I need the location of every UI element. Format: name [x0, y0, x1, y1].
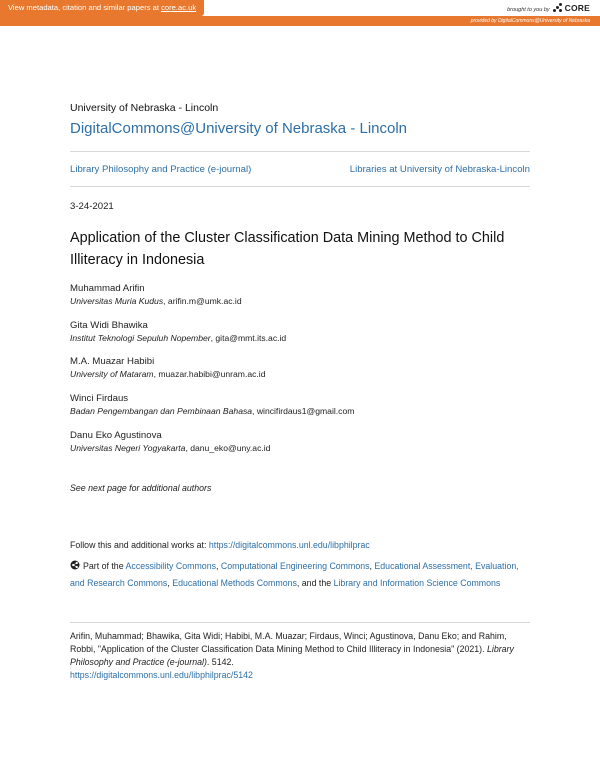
core-strip [0, 16, 600, 26]
part-of-prefix: Part of the [83, 561, 126, 571]
author-name: M.A. Muazar Habibi [70, 356, 155, 367]
divider [70, 186, 530, 187]
repository-link[interactable]: DigitalCommons@University of Nebraska - Lincoln [70, 120, 408, 137]
core-logo-icon [553, 3, 563, 13]
divider [70, 622, 530, 623]
citation-link[interactable]: https://digitalcommons.unl.edu/libphilprac/5142 [70, 670, 253, 680]
commons-link[interactable]: Computational Engineering Commons [220, 561, 370, 571]
libraries-link[interactable]: Libraries at University of Nebraska-Lincoln [349, 164, 530, 175]
author-email: arifin.m@umk.ac.id [167, 296, 242, 306]
follow-link[interactable]: https://digitalcommons.unl.edu/libphilprac [208, 540, 370, 550]
separator: , and the [296, 577, 334, 588]
author-affiliation: Badan Pengembangan dan Pembinaan Bahasa, wincifirdaus1@gmail.com [70, 406, 355, 416]
core-link[interactable]: core.ac.uk [161, 3, 197, 12]
follow-works [70, 540, 530, 550]
paper-title: Application of the Cluster Classification Data Mining Method to Child Illiteracy in Indonesia [70, 230, 505, 268]
author-email: danu_eko@uny.ac.id [190, 443, 271, 453]
core-banner [0, 0, 600, 26]
author-entry [70, 320, 530, 346]
recommended-citation [70, 630, 530, 682]
author-entry [70, 356, 530, 382]
commons-link[interactable]: Educational Methods Commons [172, 577, 297, 588]
separator: , [167, 577, 173, 588]
author-email: wincifirdaus1@gmail.com [256, 406, 355, 416]
core-brand[interactable] [507, 3, 590, 13]
core-brought-by: brought to you by [507, 7, 550, 13]
collection-links [70, 164, 530, 175]
separator: , [215, 561, 221, 571]
author-entry [70, 283, 530, 309]
author-affiliation: Universitas Muria Kudus, arifin.m@umk.ac.id [70, 296, 242, 306]
separator: , [369, 561, 375, 571]
part-of-commons [70, 558, 530, 591]
author-email: gita@mmt.its.ac.id [215, 333, 287, 343]
journal-link[interactable]: Library Philosophy and Practice (e-journal) [70, 164, 252, 175]
commons-link[interactable]: Educational Assessment, Evaluation, and Research Commons [70, 561, 519, 588]
core-logo [553, 3, 590, 13]
see-next-page-note: See next page for additional authors [70, 483, 212, 493]
author-name: Muhammad Arifin [70, 283, 145, 294]
author-name: Winci Firdaus [70, 393, 129, 404]
follow-text: Follow this and additional works at: [70, 540, 209, 550]
commons-link[interactable]: Accessibility Commons [125, 561, 216, 571]
author-entry [70, 430, 530, 456]
divider [70, 151, 530, 152]
citation-text: Arifin, Muhammad; Bhawika, Gita Widi; Habibi, M.A. Muazar; Firdaus, Winci; Agustinova, Danu Eko; and Rahim, Robbi, "Application of the Cluster Classification Data Mining Method to Child Illiteracy in Indonesia" (2021). [70, 631, 507, 654]
share-icon [70, 560, 80, 570]
core-logo-text: CORE [564, 3, 590, 13]
author-affiliation: University of Mataram, muazar.habibi@unram.ac.id [70, 369, 266, 379]
commons-link[interactable]: Library and Information Science Commons [333, 577, 501, 588]
publication-date: 3-24-2021 [70, 201, 114, 212]
university-name: University of Nebraska - Lincoln [70, 102, 219, 114]
author-name: Gita Widi Bhawika [70, 320, 148, 331]
citation-number: . 5142. [206, 657, 234, 667]
core-provided-by: provided by DigitalCommons@University of Nebraska [470, 17, 590, 24]
author-affiliation: Universitas Negeri Yogyakarta, danu_eko@uny.ac.id [70, 443, 271, 453]
core-left-text: View metadata, citation and similar papers at [8, 3, 162, 12]
author-affiliation: Institut Teknologi Sepuluh Nopember, gita@mmt.its.ac.id [70, 333, 287, 343]
author-name: Danu Eko Agustinova [70, 430, 162, 441]
author-entry [70, 393, 530, 419]
citation-journal: Library Philosophy and Practice (e-journal) [70, 644, 514, 667]
author-email: muazar.habibi@unram.ac.id [158, 369, 266, 379]
core-metadata-link[interactable] [0, 0, 204, 16]
